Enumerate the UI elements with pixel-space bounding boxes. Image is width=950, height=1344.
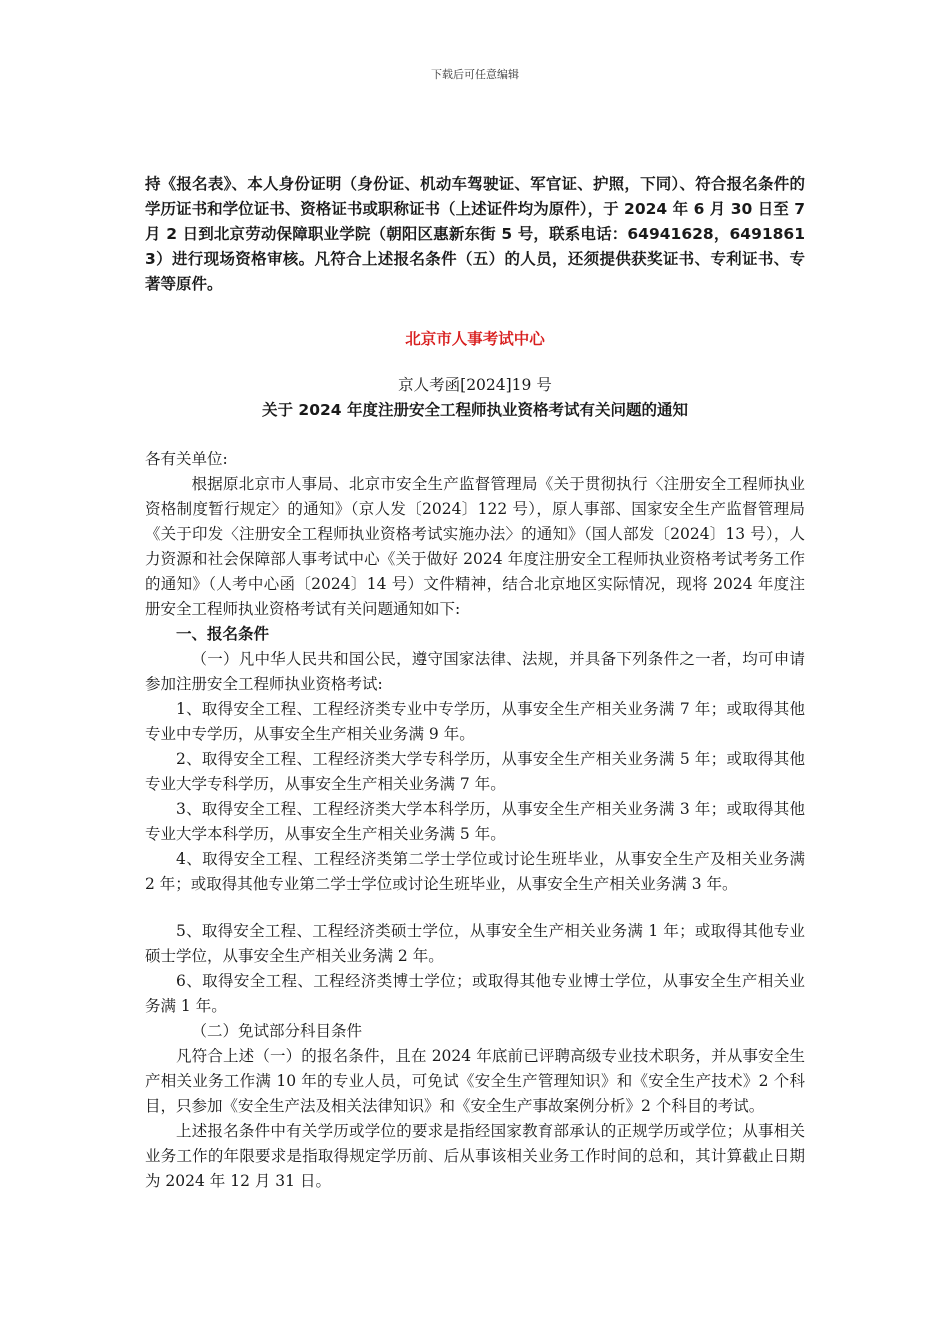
condition-item: 5、取得安全工程、工程经济类硕士学位，从事安全生产相关业务满 1 年；或取得其他专业硕士学位，从事安全生产相关业务满 2 年。 bbox=[145, 922, 805, 965]
condition-item: 2、取得安全工程、工程经济类大学专科学历，从事安全生产相关业务满 5 年；或取得其他专业大学专科学历，从事安全生产相关业务满 7 年。 bbox=[145, 750, 805, 793]
document-number: 京人考函[2024]19 号 bbox=[398, 376, 552, 394]
condition-item: 4、取得安全工程、工程经济类第二学士学位或讨论生班毕业，从事安全生产及相关业务满 2 年；或取得其他专业第二学士学位或讨论生班毕业，从事安全生产相关业务满 3 年。 bbox=[145, 850, 805, 893]
document-body-top bbox=[145, 172, 805, 297]
page-header-note: 下载后可任意编辑 bbox=[431, 68, 519, 81]
salutation: 各有关单位: bbox=[145, 450, 228, 468]
subsection-heading-2: （二）免试部分科目条件 bbox=[191, 1022, 363, 1040]
exemption-paragraph: 凡符合上述（一）的报名条件，且在 2024 年底前已评聘高级专业技术职务，并从事安全生产相关业务工作满 10 年的专业人员，可免试《安全生产管理知识》和《安全生产技术》2 个科目，只参加《安全生产法及相关法律知识》和《安全生产事故案例分析》2 个科目的考试。 bbox=[145, 1047, 805, 1115]
notice-body bbox=[145, 447, 805, 1194]
notice-title: 关于 2024 年度注册安全工程师执业资格考试有关问题的通知 bbox=[262, 401, 688, 419]
paragraph-gap bbox=[145, 897, 805, 919]
condition-item: 1、取得安全工程、工程经济类专业中专学历，从事安全生产相关业务满 7 年；或取得其他专业中专学历，从事安全生产相关业务满 9 年。 bbox=[145, 700, 805, 743]
note-paragraph: 上述报名条件中有关学历或学位的要求是指经国家教育部承认的正规学历或学位；从事相关业务工作的年限要求是指取得规定学历前、后从事该相关业务工作时间的总和，其计算截止日期为 2024 年 12 月 31 日。 bbox=[145, 1122, 805, 1190]
issuing-organization: 北京市人事考试中心 bbox=[405, 330, 545, 348]
subsection-heading-1: （一）凡中华人民共和国公民，遵守国家法律、法规，并具备下列条件之一者，均可申请参加注册安全工程师执业资格考试: bbox=[145, 650, 805, 693]
condition-item: 3、取得安全工程、工程经济类大学本科学历，从事安全生产相关业务满 3 年；或取得其他专业大学本科学历，从事安全生产相关业务满 5 年。 bbox=[145, 800, 805, 843]
section-heading-registration: 一、报名条件 bbox=[176, 625, 270, 643]
intro-paragraph: 持《报名表》、本人身份证明（身份证、机动车驾驶证、军官证、护照，下同）、符合报名条件的学历证书和学位证书、资格证书或职称证书（上述证件均为原件），于 2024 年 6 月 30 日至 7 月 2 日到北京劳动保障职业学院（朝阳区惠新东街 5 号，联系电话：64941628，64918613）进行现场资格审核。凡符合上述报名条件（五）的人员，还须提供获奖证书、专利证书、专著等原件。 bbox=[145, 175, 805, 293]
condition-item: 6、取得安全工程、工程经济类博士学位；或取得其他专业博士学位，从事安全生产相关业务满 1 年。 bbox=[145, 972, 805, 1015]
preamble-paragraph: 根据原北京市人事局、北京市安全生产监督管理局《关于贯彻执行〈注册安全工程师执业资格制度暂行规定〉的通知》（京人发〔2024〕122 号），原人事部、国家安全生产监督管理局《关于印发〈注册安全工程师执业资格考试实施办法〉的通知》（国人部发〔2024〕13 号），人力资源和社会保障部人事考试中心《关于做好 2024 年度注册安全工程师执业资格考试考务工作的通知》（人考中心函〔2024〕14 号）文件精神，结合北京地区实际情况，现将 2024 年度注册安全工程师执业资格考试有关问题通知如下: bbox=[145, 475, 805, 618]
